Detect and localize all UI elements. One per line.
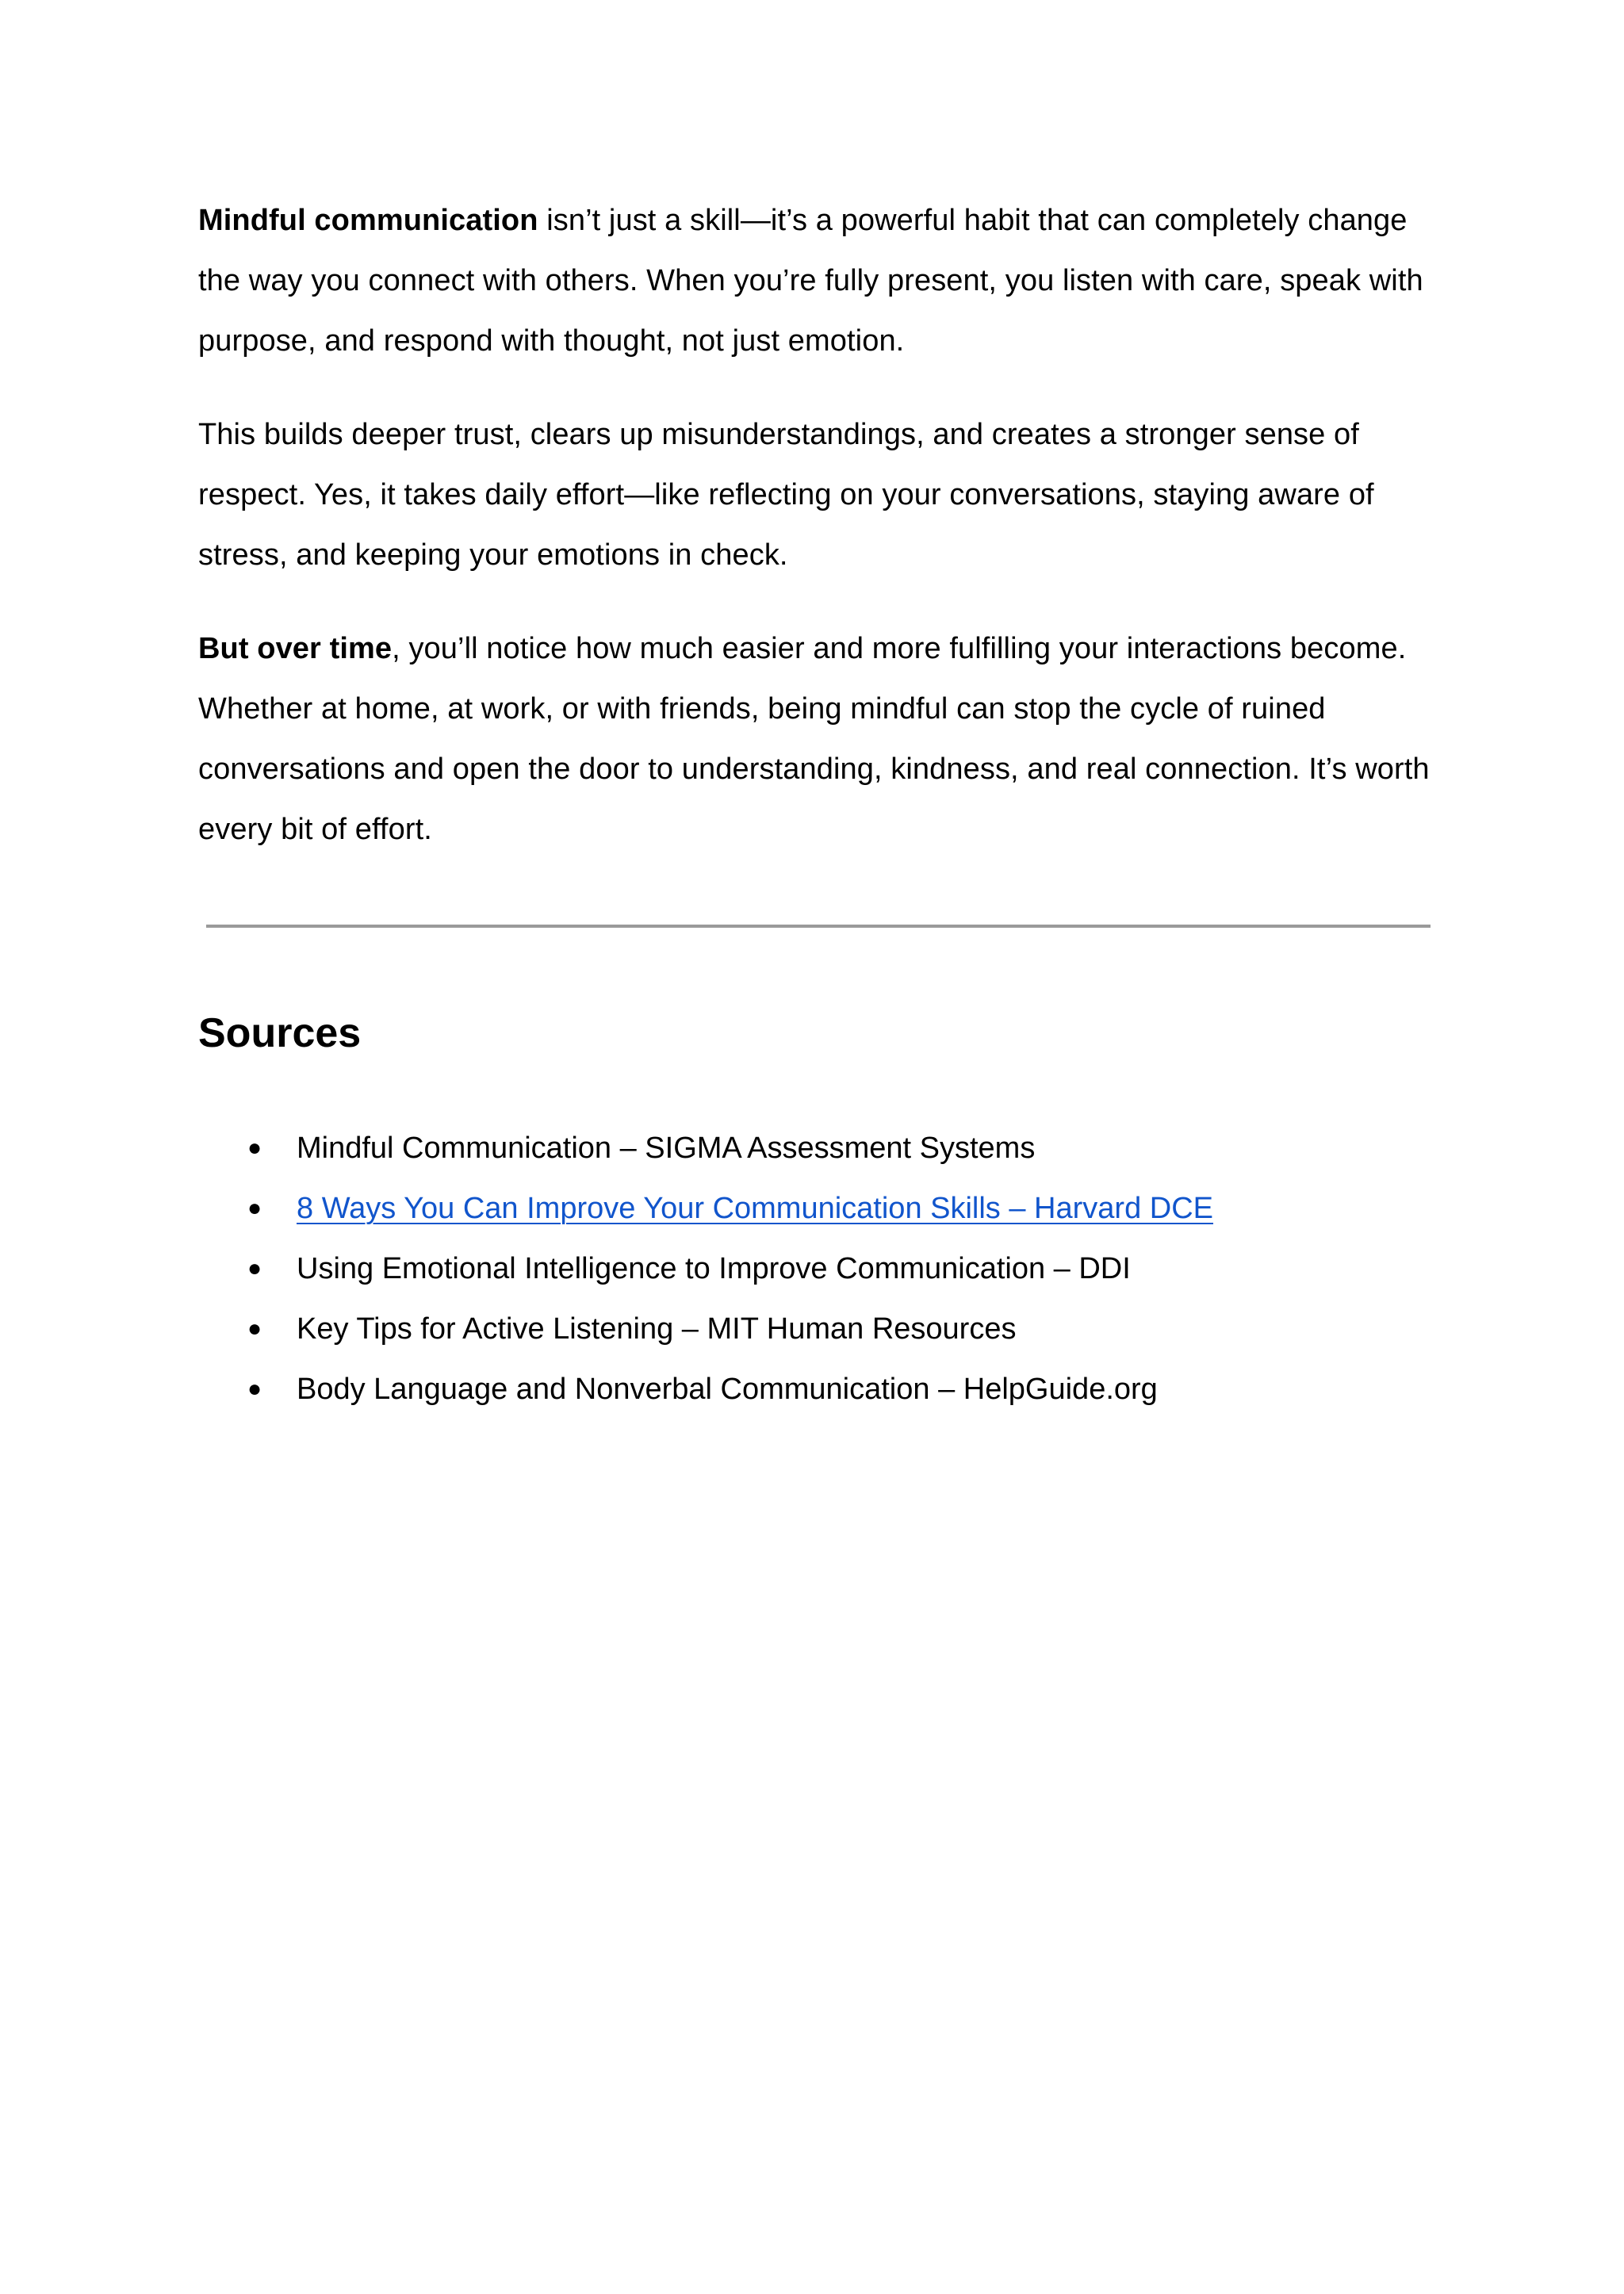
horizontal-divider: [206, 925, 1431, 928]
list-item: [198, 1178, 1435, 1239]
bullet-icon: ●: [247, 1255, 262, 1281]
list-item: [198, 1239, 1435, 1299]
list-item: [198, 1359, 1435, 1419]
sources-list: [198, 1118, 1435, 1419]
paragraph-over-time: [198, 618, 1435, 860]
bold-phrase: Mindful communication: [198, 204, 538, 237]
paragraph-text: This builds deeper trust, clears up misunderstandings, and creates a stronger sense of respect. Yes, it takes daily effort—like reflecting on your conversations, staying aware of stress, and keeping your emotions in check.: [198, 418, 1374, 572]
bold-phrase: But over time: [198, 632, 393, 665]
list-item: [198, 1118, 1435, 1178]
source-link-harvard-dce[interactable]: 8 Ways You Can Improve Your Communication Skills – Harvard DCE: [297, 1192, 1213, 1225]
paragraph-trust: [198, 404, 1435, 585]
bullet-icon: ●: [247, 1135, 262, 1161]
paragraph-text: , you’ll notice how much easier and more fulfilling your interactions become. Whether at home, at work, or with friends, being mindful can stop the cycle of ruined conversations and open the door to understanding, kindness, and real connection. It’s worth every bit of effort.: [198, 632, 1430, 846]
bullet-icon: ●: [247, 1195, 262, 1221]
paragraph-mindful-communication: [198, 190, 1435, 371]
source-text: Body Language and Nonverbal Communication – HelpGuide.org: [297, 1373, 1158, 1406]
sources-heading: Sources: [198, 1010, 362, 1056]
source-text: Mindful Communication – SIGMA Assessment Systems: [297, 1132, 1036, 1165]
body-content: [198, 190, 1435, 893]
source-text: Key Tips for Active Listening – MIT Human Resources: [297, 1312, 1017, 1346]
bullet-icon: ●: [247, 1376, 262, 1402]
bullet-icon: ●: [247, 1316, 262, 1342]
list-item: [198, 1299, 1435, 1359]
source-text: Using Emotional Intelligence to Improve Communication – DDI: [297, 1252, 1131, 1285]
paragraph-text: isn’t just a skill—it’s a powerful habit that can completely change the way you connect with others. When you’re fully present, you listen with care, speak with purpose, and respond with thought, not just emotion.: [198, 204, 1423, 358]
